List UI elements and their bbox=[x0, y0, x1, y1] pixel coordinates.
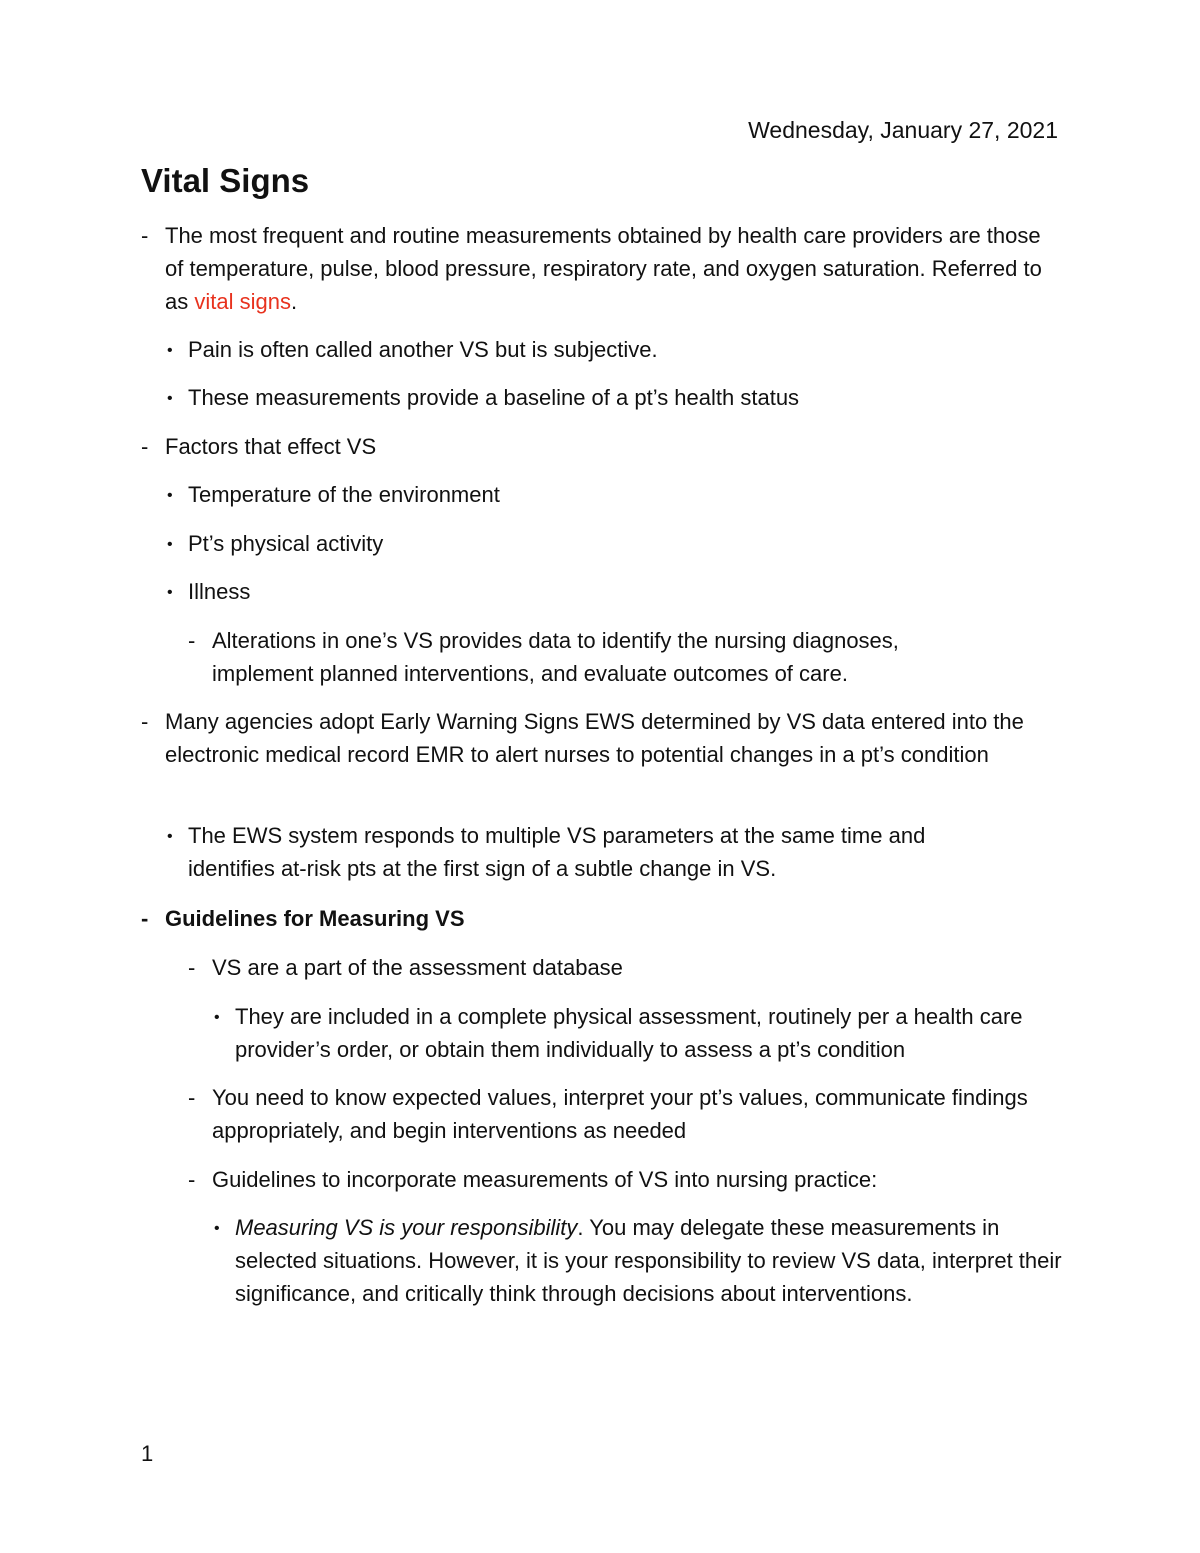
item-text: They are included in a complete physical assessment, routinely per a health care provider’s order, or obtain them individually to assess a pt’s condition bbox=[235, 1004, 1023, 1062]
list-item bbox=[188, 1081, 1032, 1147]
list-item bbox=[141, 902, 1065, 935]
dash-marker: - bbox=[141, 223, 149, 248]
list-item bbox=[141, 430, 1065, 463]
dash-marker: - bbox=[188, 1085, 196, 1110]
page-number: 1 bbox=[141, 1441, 154, 1466]
list-item bbox=[214, 1000, 1045, 1066]
list-item bbox=[167, 575, 1088, 608]
bullet-marker: • bbox=[167, 487, 173, 504]
item-text: Many agencies adopt Early Warning Signs EWS determined by VS data entered into the electronic medical record EMR to alert nurses to potential changes in a pt’s condition bbox=[165, 709, 1024, 767]
bullet-marker: • bbox=[167, 584, 173, 601]
item-text: Guidelines to incorporate measurements of VS into nursing practice: bbox=[212, 1167, 878, 1192]
list-item bbox=[188, 951, 1112, 984]
item-text: Temperature of the environment bbox=[188, 482, 500, 507]
list-item bbox=[214, 1211, 1065, 1310]
bullet-marker: • bbox=[214, 1220, 220, 1237]
dash-marker: - bbox=[141, 434, 149, 459]
dash-marker: - bbox=[141, 906, 149, 931]
bullet-marker: • bbox=[214, 1009, 220, 1026]
dash-marker: - bbox=[141, 709, 149, 734]
item-text: These measurements provide a baseline of a pt’s health status bbox=[188, 385, 800, 410]
bullet-marker: • bbox=[167, 828, 173, 845]
list-item bbox=[167, 478, 1088, 511]
list-item bbox=[167, 381, 1048, 414]
item-text: The most frequent and routine measurements obtained by health care providers are those of temperature, pulse, blood pressure, respiratory rate, and oxygen saturation. Referred to as bbox=[165, 223, 1042, 314]
item-text: Illness bbox=[188, 579, 251, 604]
document-date: Wednesday, January 27, 2021 bbox=[748, 117, 1058, 143]
list-item bbox=[188, 1163, 1032, 1196]
list-item bbox=[188, 624, 972, 690]
item-text: . bbox=[290, 289, 298, 314]
list-item bbox=[167, 333, 1048, 366]
list-item bbox=[167, 527, 1088, 560]
item-text: . You may delegate these measurements in selected situations. However, it is your responsibility to review VS data, interpret their significance, and critically think through decisions about interventions. bbox=[235, 1215, 1062, 1306]
bullet-marker: • bbox=[167, 390, 173, 407]
item-text: Alterations in one’s VS provides data to identify the nursing diagnoses, implement planned interventions, and evaluate outcomes of care. bbox=[212, 628, 899, 686]
item-text: Pt’s physical activity bbox=[188, 531, 384, 556]
dash-marker: - bbox=[188, 628, 196, 653]
dash-marker: - bbox=[188, 955, 196, 980]
document-title: Vital Signs bbox=[141, 162, 310, 199]
emphasized-text: Measuring VS is your responsibility bbox=[235, 1215, 578, 1240]
item-text: Factors that effect VS bbox=[165, 434, 377, 459]
dash-marker: - bbox=[188, 1167, 196, 1192]
item-text: You need to know expected values, interpret your pt’s values, communicate findings appropriately, and begin interventions as needed bbox=[212, 1085, 1028, 1143]
list-item bbox=[167, 819, 1008, 885]
bullet-marker: • bbox=[167, 342, 173, 359]
section-heading: Guidelines for Measuring VS bbox=[165, 906, 465, 931]
item-text: Pain is often called another VS but is subjective. bbox=[188, 337, 658, 362]
item-text: The EWS system responds to multiple VS parameters at the same time and identifies at-risk pts at the first sign of a subtle change in VS. bbox=[188, 823, 926, 881]
highlighted-term: vital signs bbox=[194, 289, 291, 314]
list-item bbox=[141, 219, 1055, 318]
item-text: VS are a part of the assessment database bbox=[212, 955, 623, 980]
bullet-marker: • bbox=[167, 536, 173, 553]
list-item bbox=[141, 705, 1055, 771]
